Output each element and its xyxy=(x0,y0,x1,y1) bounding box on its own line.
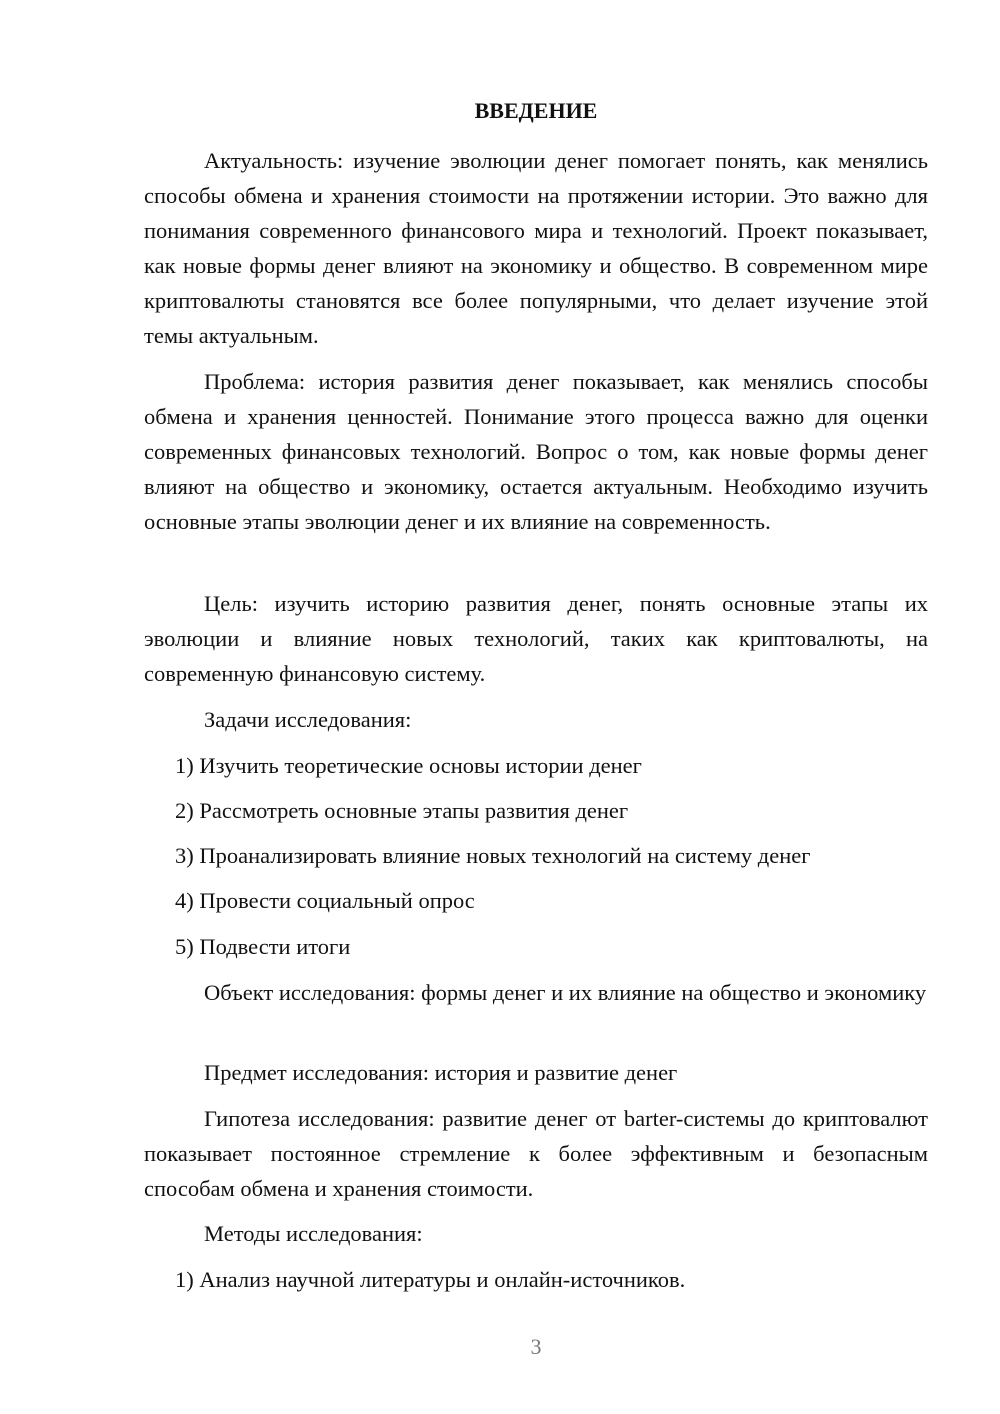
object-paragraph: Объект исследования: формы денег и их влияние на общество и экономику xyxy=(204,980,927,1005)
task-item: 3) Проанализировать влияние новых технологий на систему денег xyxy=(175,843,811,868)
methods-heading: Методы исследования: xyxy=(204,1221,423,1246)
page-number: 3 xyxy=(530,1334,542,1359)
relevance-paragraph: Актуальность: изучение эволюции денег помогает понять, как менялись способы обмена и хранения стоимости на протяжении истории. Это важно для понимания современного финансового мира и технологий. Проект показывает, как новые формы денег влияют на экономику и общество. В современном мире криптовалюты становятся все более популярными, что делает изучение этой темы актуальным. xyxy=(144,148,928,348)
goal-paragraph: Цель: изучить историю развития денег, понять основные этапы их эволюции и влияние новых технологий, таких как криптовалюты, на современную финансовую систему. xyxy=(144,591,928,686)
problem-paragraph: Проблема: история развития денег показывает, как менялись способы обмена и хранения ценностей. Понимание этого процесса важно для оценки современных финансовых технологий. Вопрос о том, как новые формы денег влияют на общество и экономику, остается актуальным. Необходимо изучить основные этапы эволюции денег и их влияние на современность. xyxy=(144,369,928,534)
task-item: 4) Провести социальный опрос xyxy=(175,888,475,913)
subject-paragraph: Предмет исследования: история и развитие денег xyxy=(204,1060,678,1085)
page-title: ВВЕДЕНИЕ xyxy=(474,98,598,123)
task-item: 1) Изучить теоретические основы истории денег xyxy=(175,753,642,778)
method-item: 1) Анализ научной литературы и онлайн-источников. xyxy=(175,1267,686,1292)
task-item: 2) Рассмотреть основные этапы развития денег xyxy=(175,798,629,823)
hypothesis-paragraph: Гипотеза исследования: развитие денег от barter-системы до криптовалют показывает постоянное стремление к более эффективным и безопасным способам обмена и хранения стоимости. xyxy=(144,1106,928,1201)
task-item: 5) Подвести итоги xyxy=(175,934,351,959)
tasks-heading: Задачи исследования: xyxy=(204,707,412,732)
